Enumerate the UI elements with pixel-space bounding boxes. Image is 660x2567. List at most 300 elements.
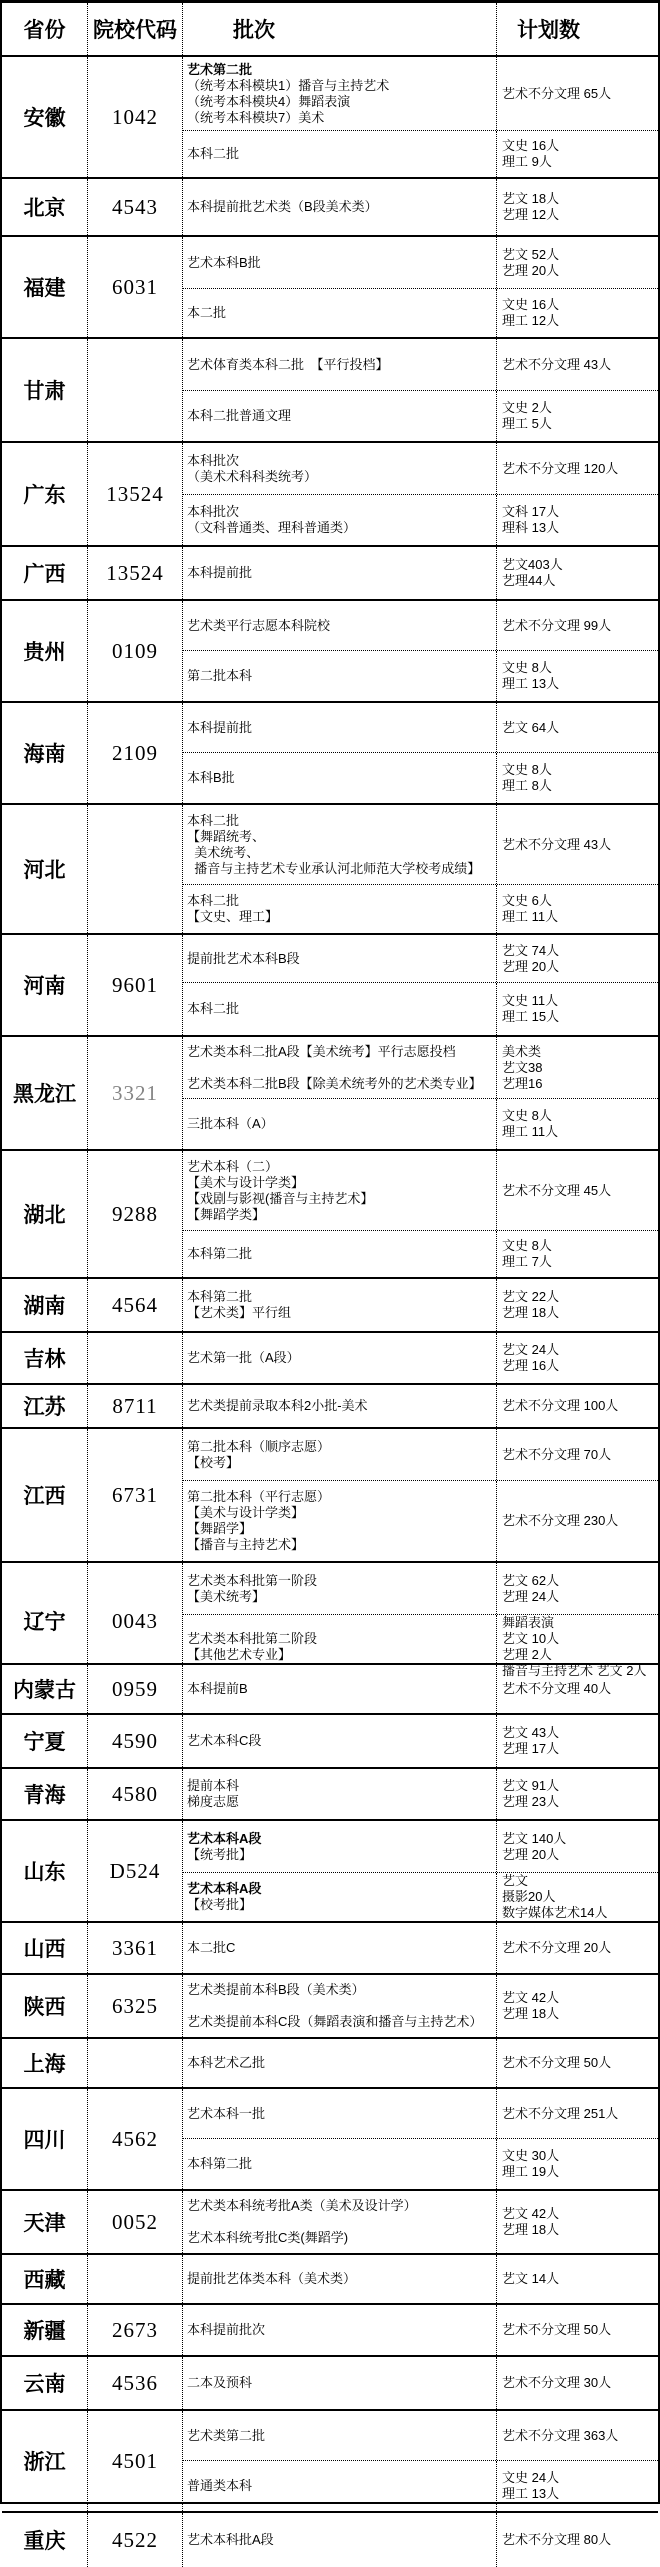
- batch-subrow: [183, 179, 658, 235]
- plan-line: 艺理 18人: [502, 2222, 560, 2237]
- province-name: 福建: [2, 237, 88, 337]
- plan-line: 艺理 12人: [502, 207, 560, 222]
- batch-cell: [183, 1665, 497, 1713]
- batch-subrows: [183, 935, 658, 1035]
- batch-subrow: [183, 1231, 658, 1277]
- batch-subrow: [183, 1279, 658, 1331]
- batch-subrow: [183, 1563, 658, 1615]
- plan-line: 理工 9人: [502, 154, 552, 169]
- batch-subrow: [183, 1715, 658, 1767]
- school-code: 4501: [88, 2411, 183, 2511]
- plan-count-cell: [497, 2461, 658, 2511]
- batch-cell: [183, 1151, 497, 1230]
- school-code: 4564: [88, 1279, 183, 1331]
- batch-subrows: [183, 2255, 658, 2303]
- batch-line: 【其他艺术专业】: [187, 1647, 292, 1662]
- batch-cell: [183, 935, 497, 982]
- batch-line: 艺术本科C段: [187, 1733, 262, 1748]
- plan-line: 理工 15人: [502, 1009, 560, 1024]
- batch-cell: [183, 1279, 497, 1331]
- plan-count-cell: [497, 1231, 658, 1277]
- batch-line: 艺术类本科批第二阶段: [187, 1631, 318, 1646]
- header-batch: 批次: [183, 3, 497, 55]
- province-row: [2, 1665, 658, 1715]
- batch-subrow: [183, 2461, 658, 2511]
- batch-line: 【戏剧与影视(播音与主持艺术】: [187, 1190, 374, 1206]
- batch-cell: [183, 1481, 497, 1561]
- batch-subrows: [183, 57, 658, 177]
- batch-line: 艺术本科（二）: [187, 1158, 279, 1174]
- plan-line: 艺文 22人: [502, 1289, 560, 1304]
- plan-line: 艺术不分文理 99人: [502, 617, 612, 633]
- batch-line: 【美术与设计学类】: [187, 1174, 305, 1190]
- province-row: [2, 57, 658, 179]
- province-row: [2, 805, 658, 935]
- plan-line: 理工 13人: [502, 676, 560, 691]
- province-row: [2, 1429, 658, 1563]
- batch-subrow: [183, 1821, 658, 1873]
- plan-count-cell: [497, 1665, 658, 1713]
- province-name: 湖北: [2, 1151, 88, 1277]
- school-code: 3361: [88, 1923, 183, 1973]
- province-row: [2, 1037, 658, 1151]
- plan-line: 艺理 2人: [502, 1647, 552, 1662]
- plan-count-cell: [497, 1975, 658, 2037]
- batch-line: [187, 1998, 496, 2014]
- batch-cell: [183, 443, 497, 494]
- batch-subrows: [183, 2513, 658, 2567]
- batch-line: 本科批次: [187, 504, 240, 519]
- province-name: 新疆: [2, 2305, 88, 2355]
- batch-line: （美术术科科类统考）: [187, 468, 318, 484]
- batch-line: （统考本科模块1）播音与主持艺术: [187, 77, 390, 93]
- plan-line: 艺理 23人: [502, 1794, 560, 1809]
- batch-line: 艺术类平行志愿本科院校: [187, 617, 331, 633]
- batch-line: 本科提前批: [187, 719, 253, 735]
- batch-subrow: [183, 601, 658, 651]
- plan-line: 文史 30人: [502, 2148, 560, 2163]
- batch-cell: [183, 2191, 497, 2253]
- school-code: 4580: [88, 1769, 183, 1819]
- batch-cell: [183, 495, 497, 545]
- province-name: 江西: [2, 1429, 88, 1561]
- plan-count-cell: [497, 2305, 658, 2355]
- batch-cell: [183, 2461, 497, 2511]
- batch-subrows: [183, 2039, 658, 2087]
- province-name: 上海: [2, 2039, 88, 2087]
- plan-count-cell: [497, 1923, 658, 1973]
- plan-count-cell: [497, 983, 658, 1035]
- batch-line: 艺术第二批: [187, 61, 253, 77]
- school-code: 6325: [88, 1975, 183, 2037]
- batch-subrow: [183, 935, 658, 983]
- batch-line: 本科二批: [187, 893, 240, 908]
- plan-line: 艺术不分文理 251人: [502, 2105, 619, 2121]
- province-row: [2, 1975, 658, 2039]
- plan-count-cell: [497, 1333, 658, 1383]
- plan-count-cell: [497, 2139, 658, 2189]
- batch-line: 普通类本科: [187, 2478, 253, 2493]
- school-code: [88, 339, 183, 441]
- plan-count-cell: [497, 651, 658, 701]
- province-row: [2, 547, 658, 601]
- province-row: [2, 443, 658, 547]
- plan-count-cell: [497, 289, 658, 337]
- batch-cell: [183, 2089, 497, 2138]
- batch-subrows: [183, 805, 658, 933]
- province-name: 广东: [2, 443, 88, 545]
- province-row: [2, 1333, 658, 1385]
- plan-count-cell: [497, 1099, 658, 1149]
- batch-line: 本科提前批艺术类（B段美术类）: [187, 199, 378, 214]
- batch-line: 本二批C: [187, 1940, 236, 1955]
- batch-line: 艺术本科批A段: [187, 2532, 274, 2547]
- plan-count-cell: [497, 179, 658, 235]
- plan-line: 理工 11人: [502, 909, 559, 924]
- batch-cell: [183, 753, 497, 803]
- batch-line: 本科二批普通文理: [187, 408, 292, 423]
- school-code: 9288: [88, 1151, 183, 1277]
- plan-line: 播音与主持艺术 艺文 2人: [502, 1663, 647, 1678]
- batch-subrow: [183, 2139, 658, 2189]
- batch-subrow: [183, 1099, 658, 1149]
- batch-line: 艺术类本科统考批A类（美术及设计学）: [187, 2198, 417, 2213]
- plan-line: 文科 17人: [502, 504, 560, 519]
- school-code: 4543: [88, 179, 183, 235]
- batch-line: 提前批艺术本科B段: [187, 950, 300, 966]
- province-row: [2, 1151, 658, 1279]
- plan-line: 理工 19人: [502, 2164, 560, 2179]
- batch-line: 梯度志愿: [187, 1794, 240, 1809]
- plan-line: 理工 13人: [502, 2486, 560, 2501]
- plan-line: 艺术不分文理 50人: [502, 2055, 612, 2070]
- school-code: 4590: [88, 1715, 183, 1767]
- plan-count-cell: [497, 1715, 658, 1767]
- batch-line: 本科二批: [187, 1001, 240, 1016]
- batch-line: 【艺术类】平行组: [187, 1305, 292, 1320]
- plan-line: 艺文 140人: [502, 1830, 567, 1846]
- plan-line: 艺术不分文理 70人: [502, 1446, 612, 1462]
- batch-subrows: [183, 1821, 658, 1921]
- batch-subrow: [183, 885, 658, 933]
- batch-cell: [183, 179, 497, 235]
- province-row: [2, 1563, 658, 1678]
- batch-subrows: [183, 237, 658, 337]
- batch-subrow: [183, 1769, 658, 1819]
- batch-subrow: [183, 2039, 658, 2087]
- batch-line: 第二批本科（顺序志愿）: [187, 1438, 331, 1454]
- batch-subrow: [183, 237, 658, 289]
- plan-line: 艺文 24人: [502, 1342, 560, 1357]
- batch-cell: [183, 2411, 497, 2460]
- plan-line: 摄影20人: [502, 1889, 556, 1904]
- batch-line: 艺术类提前录取本科2小批-美术: [187, 1398, 368, 1413]
- batch-cell: [183, 391, 497, 441]
- batch-line: 艺术本科统考批C类(舞蹈学): [187, 2230, 349, 2245]
- batch-subrows: [183, 547, 658, 599]
- province-row: [2, 1385, 658, 1429]
- province-name: 西藏: [2, 2255, 88, 2303]
- batch-line: 【播音与主持艺术】: [187, 1537, 305, 1552]
- batch-line: 艺术类提前本科C段（舞蹈表演和播音与主持艺术）: [187, 2014, 483, 2029]
- plan-count-cell: [497, 443, 658, 494]
- plan-line: 文史 2人: [502, 400, 552, 415]
- batch-line: 艺术本科A段: [187, 1830, 262, 1846]
- batch-subrow: [183, 2255, 658, 2303]
- plan-count-cell: [497, 935, 658, 982]
- batch-subrow: [183, 983, 658, 1035]
- batch-subrows: [183, 1151, 658, 1277]
- province-name: 黑龙江: [2, 1037, 88, 1149]
- batch-subrow: [183, 2191, 658, 2253]
- plan-line: 艺文 14人: [502, 2271, 560, 2286]
- plan-count-cell: [497, 1769, 658, 1819]
- batch-subrows: [183, 339, 658, 441]
- batch-line: [187, 2214, 496, 2230]
- plan-line: 艺文 52人: [502, 246, 560, 262]
- batch-subrow: [183, 2089, 658, 2139]
- batch-line: 本二批: [187, 305, 227, 320]
- plan-line: 舞蹈表演: [502, 1615, 555, 1630]
- province-name: 内蒙古: [2, 1665, 88, 1713]
- plan-count-cell: [497, 2191, 658, 2253]
- plan-line: 艺术不分文理 20人: [502, 1940, 612, 1955]
- province-row: [2, 1923, 658, 1975]
- plan-line: 艺术不分文理 100人: [502, 1398, 619, 1413]
- plan-count-cell: [497, 495, 658, 545]
- province-row: [2, 237, 658, 339]
- batch-subrows: [183, 1429, 658, 1561]
- batch-subrow: [183, 391, 658, 441]
- province-row: [2, 1821, 658, 1923]
- school-code: [88, 1333, 183, 1383]
- plan-line: 艺理 20人: [502, 958, 560, 974]
- school-code: 4522: [88, 2513, 183, 2567]
- batch-cell: [183, 547, 497, 599]
- batch-cell: [183, 983, 497, 1035]
- batch-line: 提前本科: [187, 1778, 240, 1793]
- plan-line: 文史 24人: [502, 2470, 560, 2485]
- plan-line: 艺文 18人: [502, 191, 560, 206]
- batch-cell: [183, 1821, 497, 1872]
- province-row: [2, 935, 658, 1037]
- batch-line: 三批本科（A）: [187, 1116, 274, 1131]
- batch-line: 播音与主持艺术专业承认河北师范大学校考成绩】: [187, 860, 481, 876]
- batch-line: 提前批艺体类本科（美术类）: [187, 2271, 357, 2286]
- school-code: [88, 805, 183, 933]
- batch-line: 艺术体育类本科二批 【平行投档】: [187, 356, 389, 372]
- plan-count-cell: [497, 2357, 658, 2409]
- plan-line: 数字媒体艺术14人: [502, 1905, 608, 1920]
- batch-subrow: [183, 1481, 658, 1561]
- batch-line: 【美术与设计学类】: [187, 1505, 305, 1520]
- school-code: 4562: [88, 2089, 183, 2189]
- province-name: 山西: [2, 1923, 88, 1973]
- plan-count-cell: [497, 2089, 658, 2138]
- school-code: 6031: [88, 237, 183, 337]
- plan-line: 文史 8人: [502, 762, 552, 777]
- batch-cell: [183, 2305, 497, 2355]
- plan-line: 艺文38: [502, 1059, 543, 1075]
- plan-line: 艺术不分文理 30人: [502, 2375, 612, 2390]
- batch-subrow: [183, 57, 658, 131]
- plan-line: 美术类: [502, 1043, 542, 1059]
- school-code: 2109: [88, 703, 183, 803]
- plan-line: 艺文 42人: [502, 2206, 560, 2221]
- batch-subrow: [183, 651, 658, 701]
- batch-line: 【校考批】: [187, 1897, 253, 1912]
- province-row: [2, 1715, 658, 1769]
- plan-line: 艺术不分文理 80人: [502, 2532, 612, 2547]
- batch-cell: [183, 1231, 497, 1277]
- batch-cell: [183, 601, 497, 650]
- batch-cell: [183, 1037, 497, 1098]
- province-row: [2, 703, 658, 805]
- school-code: 8711: [88, 1385, 183, 1427]
- batch-subrow: [183, 131, 658, 177]
- batch-subrows: [183, 703, 658, 803]
- batch-subrows: [183, 1333, 658, 1383]
- plan-count-cell: [497, 2255, 658, 2303]
- province-row: [2, 2411, 658, 2513]
- batch-subrow: [183, 2513, 658, 2567]
- batch-line: 艺术类本科二批A段【美术统考】平行志愿投档: [187, 1043, 456, 1059]
- province-name: 浙江: [2, 2411, 88, 2511]
- batch-line: 本科提前B: [187, 1681, 248, 1696]
- school-code: [88, 2039, 183, 2087]
- plan-count-cell: [497, 1873, 658, 1921]
- school-code: 13524: [88, 443, 183, 545]
- batch-line: [187, 1060, 496, 1076]
- plan-line: 艺术不分文理 45人: [502, 1182, 612, 1198]
- province-name: 江苏: [2, 1385, 88, 1427]
- plan-line: 艺理 17人: [502, 1741, 560, 1756]
- batch-subrow: [183, 495, 658, 545]
- province-row: [2, 2513, 658, 2567]
- plan-line: 艺理 20人: [502, 1846, 560, 1862]
- plan-count-cell: [497, 1563, 658, 1614]
- batch-line: 本科提前批次: [187, 2322, 266, 2337]
- batch-subrow: [183, 1923, 658, 1973]
- plan-line: 理工 7人: [502, 1254, 552, 1269]
- province-name: 吉林: [2, 1333, 88, 1383]
- batch-subrows: [183, 1975, 658, 2037]
- batch-line: 艺术类本科二批B段【除美术统考外的艺术类专业】: [187, 1075, 482, 1091]
- plan-line: 艺文 64人: [502, 719, 560, 735]
- school-code: 0052: [88, 2191, 183, 2253]
- header-school-code: 院校代码: [88, 3, 183, 55]
- plan-line: 艺理44人: [502, 573, 556, 588]
- batch-line: 【统考批】: [187, 1846, 253, 1862]
- province-row: [2, 1279, 658, 1333]
- batch-cell: [183, 1975, 497, 2037]
- plan-count-cell: [497, 57, 658, 130]
- plan-count-cell: [497, 131, 658, 177]
- school-code: 13524: [88, 547, 183, 599]
- batch-subrow: [183, 289, 658, 337]
- batch-cell: [183, 289, 497, 337]
- header-plan-count: 计划数: [517, 19, 580, 42]
- batch-subrow: [183, 753, 658, 803]
- batch-line: 本科批次: [187, 452, 240, 468]
- plan-line: 文史 16人: [502, 138, 560, 153]
- plan-line: 理工 12人: [502, 313, 560, 328]
- batch-line: 二本及预科: [187, 2375, 253, 2390]
- batch-subrow: [183, 1429, 658, 1481]
- plan-count-cell: [497, 753, 658, 803]
- batch-line: 艺术第一批（A段）: [187, 1350, 300, 1365]
- batch-cell: [183, 651, 497, 701]
- batch-cell: [183, 2513, 497, 2567]
- batch-cell: [183, 1873, 497, 1921]
- batch-cell: [183, 703, 497, 752]
- batch-subrow: [183, 1333, 658, 1383]
- province-row: [2, 2357, 658, 2411]
- plan-line: 艺术不分文理 43人: [502, 356, 612, 372]
- batch-cell: [183, 2357, 497, 2409]
- school-code: D524: [88, 1821, 183, 1921]
- batch-cell: [183, 2139, 497, 2189]
- batch-subrows: [183, 1665, 658, 1713]
- province-name: 辽宁: [2, 1563, 88, 1679]
- plan-line: 艺文403人: [502, 557, 563, 572]
- batch-subrow: [183, 547, 658, 599]
- plan-count-cell: [497, 2411, 658, 2460]
- province-name: 青海: [2, 1769, 88, 1819]
- school-code: 3321: [88, 1037, 183, 1149]
- batch-line: 【舞蹈统考、: [187, 828, 266, 844]
- province-name: 贵州: [2, 601, 88, 701]
- province-name: 海南: [2, 703, 88, 803]
- batch-cell: [183, 2255, 497, 2303]
- plan-line: 文史 11人: [502, 993, 559, 1008]
- school-code: 9601: [88, 935, 183, 1035]
- batch-line: 本科二批: [187, 146, 240, 161]
- school-code: 0959: [88, 1665, 183, 1713]
- plan-line: 艺理16: [502, 1075, 543, 1091]
- plan-line: 文史 8人: [502, 1108, 552, 1123]
- plan-line: 文史 16人: [502, 297, 560, 312]
- batch-cell: [183, 1715, 497, 1767]
- plan-line: 艺理 16人: [502, 1358, 560, 1373]
- batch-subrow: [183, 703, 658, 753]
- plan-count-cell: [497, 1151, 658, 1230]
- batch-cell: [183, 131, 497, 177]
- batch-line: 艺术本科一批: [187, 2105, 266, 2121]
- batch-subrows: [183, 1279, 658, 1331]
- batch-line: 【文史、理工】: [187, 909, 279, 924]
- plan-line: 理工 5人: [502, 416, 552, 431]
- batch-subrows: [183, 1385, 658, 1427]
- batch-line: 本科二批: [187, 812, 240, 828]
- plan-line: 艺理 18人: [502, 2006, 560, 2021]
- table-header-row: [2, 3, 658, 57]
- batch-line: 本科第二批: [187, 2156, 253, 2171]
- school-code: 0043: [88, 1563, 183, 1679]
- plan-line: 艺文 91人: [502, 1778, 560, 1793]
- batch-subrow: [183, 2411, 658, 2461]
- province-name: 宁夏: [2, 1715, 88, 1767]
- batch-cell: [183, 1563, 497, 1614]
- batch-subrow: [183, 339, 658, 391]
- province-row: [2, 2191, 658, 2255]
- batch-line: 【校考】: [187, 1454, 240, 1470]
- plan-line: 文史 6人: [502, 893, 552, 908]
- batch-subrow: [183, 1385, 658, 1427]
- plan-count-cell: [497, 2513, 658, 2567]
- batch-subrows: [183, 1037, 658, 1149]
- province-row: [2, 2089, 658, 2191]
